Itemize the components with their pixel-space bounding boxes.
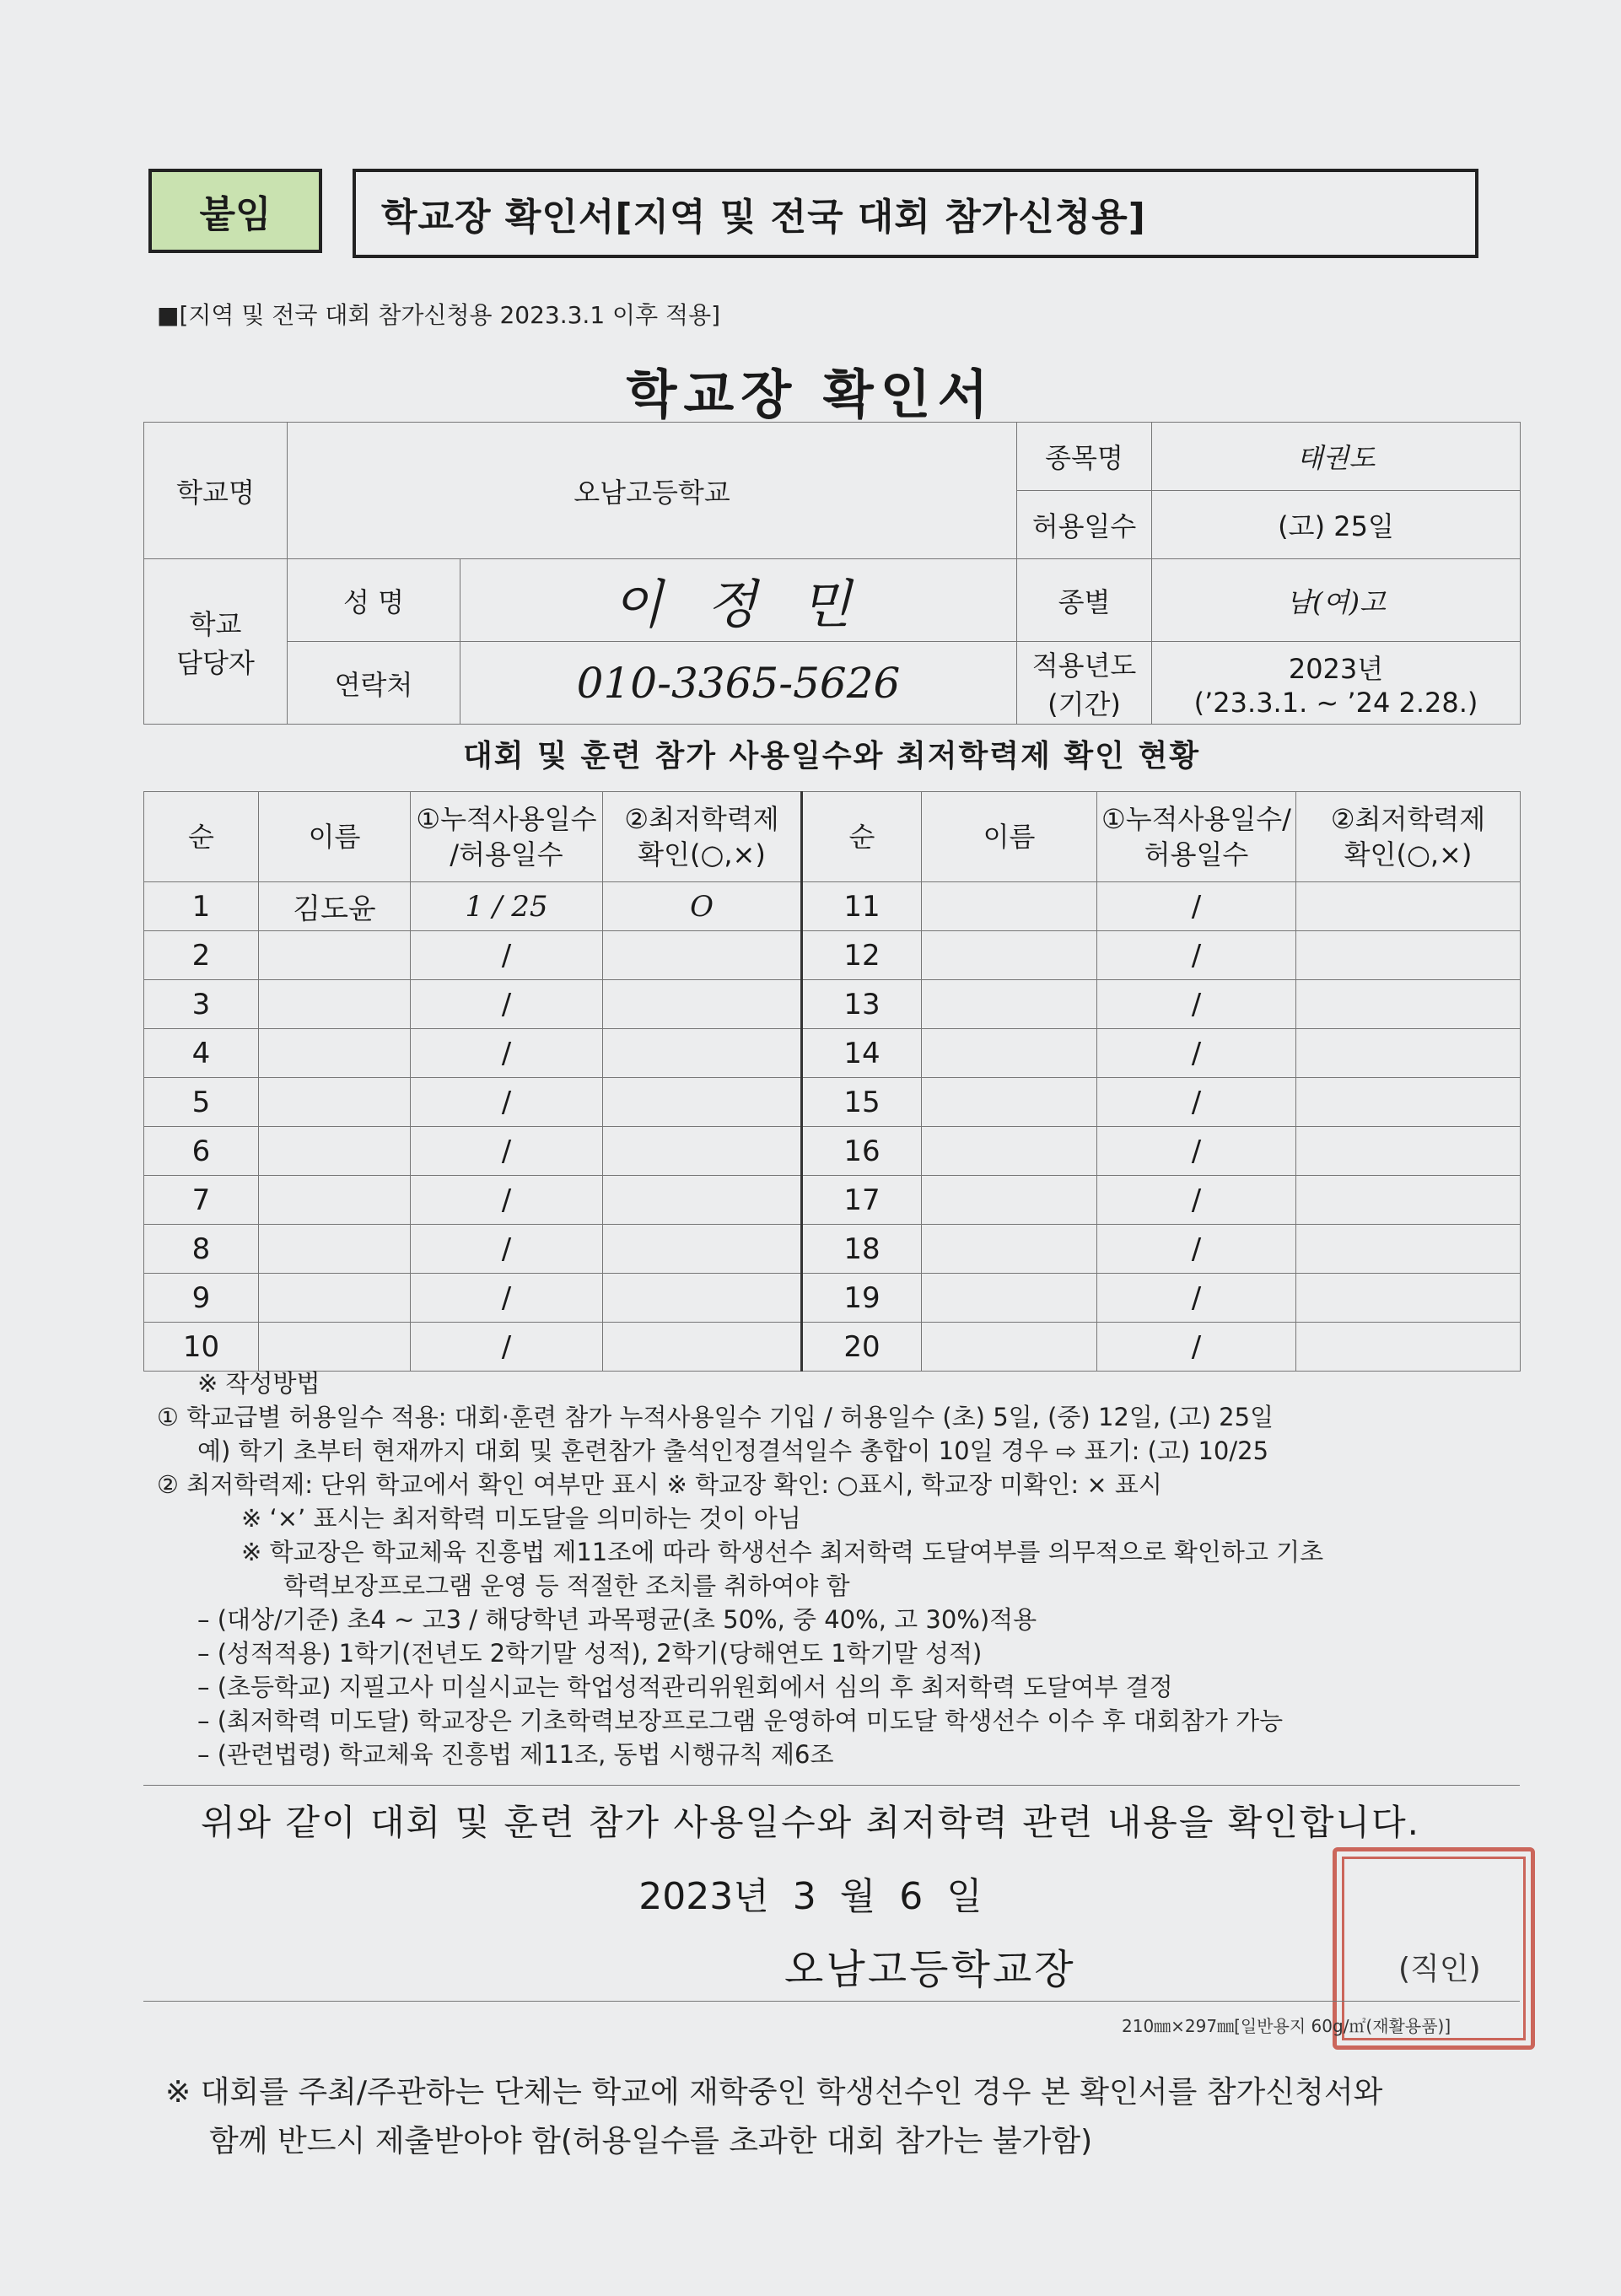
row-name-right-cell xyxy=(922,882,1097,931)
row-no-cell: 6 xyxy=(144,1127,259,1176)
table-row xyxy=(144,1078,1521,1127)
row-check-right-cell xyxy=(1296,882,1521,931)
row-no-right-cell: 18 xyxy=(802,1225,922,1274)
row-no-right-cell: 17 xyxy=(802,1176,922,1225)
instructions xyxy=(157,1366,1540,1771)
row-check-cell xyxy=(603,980,802,1029)
row-name-cell xyxy=(259,980,411,1029)
row-check-right-cell xyxy=(1296,980,1521,1029)
gender-value: 남(여)고 xyxy=(1152,559,1521,642)
row-check-right-cell xyxy=(1296,1127,1521,1176)
instruction-line: ※ ‘×’ 표시는 최저학력 미도달을 의미하는 것이 아님 xyxy=(241,1504,801,1533)
principal-name: 오남고등학교장 xyxy=(784,1946,1076,1993)
row-days-cell: / xyxy=(411,1274,603,1323)
instruction-line: – (대상/기준) 초4 ~ 고3 / 해당학년 과목평균(초 50%, 중 40%, 고 30%)적용 xyxy=(197,1605,1037,1634)
row-name-right-cell xyxy=(922,1029,1097,1078)
col-header-days-line2: /허용일수 xyxy=(450,838,563,870)
row-no-right-cell: 12 xyxy=(802,931,922,980)
row-no-right-cell: 19 xyxy=(802,1274,922,1323)
sport-label: 종목명 xyxy=(1017,423,1152,491)
row-name-right-cell xyxy=(922,1078,1097,1127)
row-days-cell: / xyxy=(411,1029,603,1078)
col-header-check-right-line1: ②최저학력제 xyxy=(1330,803,1486,835)
row-days-right-cell: / xyxy=(1097,1078,1296,1127)
row-name-right-cell xyxy=(922,931,1097,980)
col-header-check-line2: 확인(○,×) xyxy=(638,838,766,870)
row-days-right-cell: / xyxy=(1097,1323,1296,1372)
row-check-cell xyxy=(603,931,802,980)
row-days-cell: / xyxy=(411,1323,603,1372)
allowed-days-value: (고) 25일 xyxy=(1152,491,1521,559)
row-check-right-cell xyxy=(1296,1078,1521,1127)
row-check-cell xyxy=(603,1029,802,1078)
row-name-right-cell xyxy=(922,980,1097,1029)
row-no-right-cell: 20 xyxy=(802,1323,922,1372)
school-value: 오남고등학교 xyxy=(288,423,1017,559)
row-check-cell xyxy=(603,1323,802,1372)
row-days-right-cell: / xyxy=(1097,980,1296,1029)
row-no-cell: 1 xyxy=(144,882,259,931)
row-name-cell xyxy=(259,1029,411,1078)
row-days-right-cell: / xyxy=(1097,931,1296,980)
table-row xyxy=(144,1176,1521,1225)
form-applicability-note: ■[지역 및 전국 대회 참가신청용 2023.3.1 이후 적용] xyxy=(157,301,721,329)
row-days-right-cell: / xyxy=(1097,882,1296,931)
row-check-right-cell xyxy=(1296,1029,1521,1078)
row-no-cell: 9 xyxy=(144,1274,259,1323)
row-days-right-cell: / xyxy=(1097,1029,1296,1078)
row-name-cell xyxy=(259,1127,411,1176)
year-label xyxy=(1017,642,1152,725)
row-no-right-cell: 14 xyxy=(802,1029,922,1078)
row-name-cell xyxy=(259,1323,411,1372)
year-label-line1: 적용년도 xyxy=(1031,649,1137,682)
table-row xyxy=(144,980,1521,1029)
school-info-table xyxy=(143,422,1521,725)
school-label: 학교명 xyxy=(144,423,288,559)
row-check-right-cell xyxy=(1296,931,1521,980)
col-header-check xyxy=(603,792,802,882)
year-value-line2: (’23.3.1. ~ ’24 2.28.) xyxy=(1193,686,1478,719)
issue-date: 2023년 3 월 6 일 xyxy=(638,1875,983,1918)
instruction-line: – (성적적용) 1학기(전년도 2학기말 성적), 2학기(당해연도 1학기말 성적) xyxy=(197,1639,983,1668)
col-header-check-right xyxy=(1296,792,1521,882)
row-name-right-cell xyxy=(922,1274,1097,1323)
paper-size-note: 210㎜×297㎜[일반용지 60g/㎡(재활용품)] xyxy=(1122,2016,1451,2036)
row-days-cell: / xyxy=(411,1176,603,1225)
row-days-right-cell: / xyxy=(1097,1274,1296,1323)
gender-label: 종별 xyxy=(1017,559,1152,642)
contact-value: 010-3365-5626 xyxy=(460,642,1017,725)
col-header-days-right-line2: 허용일수 xyxy=(1144,838,1249,870)
row-no-right-cell: 15 xyxy=(802,1078,922,1127)
table-row xyxy=(144,1274,1521,1323)
row-check-cell xyxy=(603,1127,802,1176)
col-header-days-right-line1: ①누적사용일수/ xyxy=(1101,803,1291,835)
footnote-line1: ※ 대회를 주최/주관하는 단체는 학교에 재학중인 학생선수인 경우 본 확인서를 참가신청서와 xyxy=(165,2075,1383,2110)
row-name-right-cell xyxy=(922,1323,1097,1372)
form-title-box: 학교장 확인서[지역 및 전국 대회 참가신청용] xyxy=(353,169,1478,258)
col-header-no-right: 순 xyxy=(802,792,922,882)
row-no-cell: 5 xyxy=(144,1078,259,1127)
instruction-line: ① 학교급별 허용일수 적용: 대회·훈련 참가 누적사용일수 기입 / 허용일수 (초) 5일, (중) 12일, (고) 25일 xyxy=(157,1403,1274,1431)
row-check-cell xyxy=(603,1225,802,1274)
divider xyxy=(143,1785,1520,1786)
instruction-line: – (최저학력 미도달) 학교장은 기초학력보장프로그램 운영하여 미도달 학생선수 이수 후 대회참가 가능 xyxy=(197,1706,1284,1735)
row-check-right-cell xyxy=(1296,1323,1521,1372)
col-header-check-line1: ②최저학력제 xyxy=(624,803,779,835)
col-header-no: 순 xyxy=(144,792,259,882)
year-label-line2: (기간) xyxy=(1047,687,1121,720)
instruction-line: ② 최저학력제: 단위 학교에서 확인 여부만 표시 ※ 학교장 확인: ○표시, 학교장 미확인: × 표시 xyxy=(157,1470,1162,1499)
staff-label-line2: 담당자 xyxy=(176,646,255,679)
row-no-right-cell: 13 xyxy=(802,980,922,1029)
row-days-cell: 1 / 25 xyxy=(411,882,603,931)
row-no-cell: 2 xyxy=(144,931,259,980)
row-no-cell: 7 xyxy=(144,1176,259,1225)
table-row xyxy=(144,1225,1521,1274)
divider xyxy=(143,2001,1520,2002)
row-days-cell: / xyxy=(411,980,603,1029)
row-name-right-cell xyxy=(922,1127,1097,1176)
row-name-right-cell xyxy=(922,1225,1097,1274)
instruction-line: – (관련법령) 학교체육 진흥법 제11조, 동법 시행규칙 제6조 xyxy=(197,1740,834,1769)
row-days-right-cell: / xyxy=(1097,1225,1296,1274)
row-days-cell: / xyxy=(411,1225,603,1274)
row-check-cell xyxy=(603,1176,802,1225)
row-days-cell: / xyxy=(411,1078,603,1127)
row-name-cell xyxy=(259,1176,411,1225)
instructions-heading: ※ 작성방법 xyxy=(197,1369,320,1398)
document-title: 학교장 확인서 xyxy=(626,364,995,425)
year-value xyxy=(1152,642,1521,725)
row-check-cell: O xyxy=(603,882,802,931)
contact-label: 연락처 xyxy=(288,642,460,725)
staff-name-value: 이 정 민 xyxy=(460,559,1017,642)
row-no-right-cell: 16 xyxy=(802,1127,922,1176)
row-name-cell xyxy=(259,931,411,980)
staff-label-line1: 학교 xyxy=(189,607,242,640)
staff-name-label: 성 명 xyxy=(288,559,460,642)
row-days-cell: / xyxy=(411,931,603,980)
instruction-line: 예) 학기 초부터 현재까지 대회 및 훈련참가 출석인정결석일수 총합이 10일 경우 ⇨ 표기: (고) 10/25 xyxy=(197,1436,1269,1465)
row-days-cell: / xyxy=(411,1127,603,1176)
row-name-cell: 김도윤 xyxy=(259,882,411,931)
row-check-right-cell xyxy=(1296,1274,1521,1323)
row-no-cell: 3 xyxy=(144,980,259,1029)
instruction-line: ※ 학교장은 학교체육 진흥법 제11조에 따라 학생선수 최저학력 도달여부를 의무적으로 확인하고 기초 xyxy=(241,1538,1324,1566)
row-check-cell xyxy=(603,1078,802,1127)
row-no-cell: 8 xyxy=(144,1225,259,1274)
seal-label: (직인) xyxy=(1398,1952,1481,1986)
table-row xyxy=(144,1323,1521,1372)
col-header-name: 이름 xyxy=(259,792,411,882)
row-no-cell: 4 xyxy=(144,1029,259,1078)
col-header-check-right-line2: 확인(○,×) xyxy=(1344,838,1473,870)
year-value-line1: 2023년 xyxy=(1288,652,1384,685)
allowed-days-label: 허용일수 xyxy=(1017,491,1152,559)
row-days-right-cell: / xyxy=(1097,1176,1296,1225)
row-no-cell: 10 xyxy=(144,1323,259,1372)
sport-value: 태권도 xyxy=(1152,423,1521,491)
staff-label xyxy=(144,559,288,725)
row-check-right-cell xyxy=(1296,1176,1521,1225)
col-header-days-line1: ①누적사용일수 xyxy=(416,803,597,835)
confirmation-text: 위와 같이 대회 및 훈련 참가 사용일수와 최저학력 관련 내용을 확인합니다. xyxy=(200,1802,1421,1843)
submission-footnote xyxy=(165,2068,1515,2166)
col-header-name-right: 이름 xyxy=(922,792,1097,882)
table-row xyxy=(144,882,1521,931)
usage-days-table xyxy=(143,791,1521,1372)
row-name-right-cell xyxy=(922,1176,1097,1225)
table-row xyxy=(144,1029,1521,1078)
table-row xyxy=(144,1127,1521,1176)
attachment-tag: 붙임 xyxy=(148,169,322,253)
instruction-line: – (초등학교) 지필고사 미실시교는 학업성적관리위원회에서 심의 후 최저학력 도달여부 결정 xyxy=(197,1673,1173,1701)
col-header-days-right xyxy=(1097,792,1296,882)
table-row xyxy=(144,931,1521,980)
col-header-days xyxy=(411,792,603,882)
row-name-cell xyxy=(259,1274,411,1323)
row-check-right-cell xyxy=(1296,1225,1521,1274)
section-title: 대회 및 훈련 참가 사용일수와 최저학력제 확인 현황 xyxy=(462,739,1201,773)
row-check-cell xyxy=(603,1274,802,1323)
footnote-line2: 함께 반드시 제출받아야 함(허용일수를 초과한 대회 참가는 불가함) xyxy=(209,2124,1093,2159)
row-name-cell xyxy=(259,1225,411,1274)
row-days-right-cell: / xyxy=(1097,1127,1296,1176)
instruction-line: 학력보장프로그램 운영 등 적절한 조치를 취하여야 함 xyxy=(283,1571,850,1600)
row-name-cell xyxy=(259,1078,411,1127)
row-no-right-cell: 11 xyxy=(802,882,922,931)
